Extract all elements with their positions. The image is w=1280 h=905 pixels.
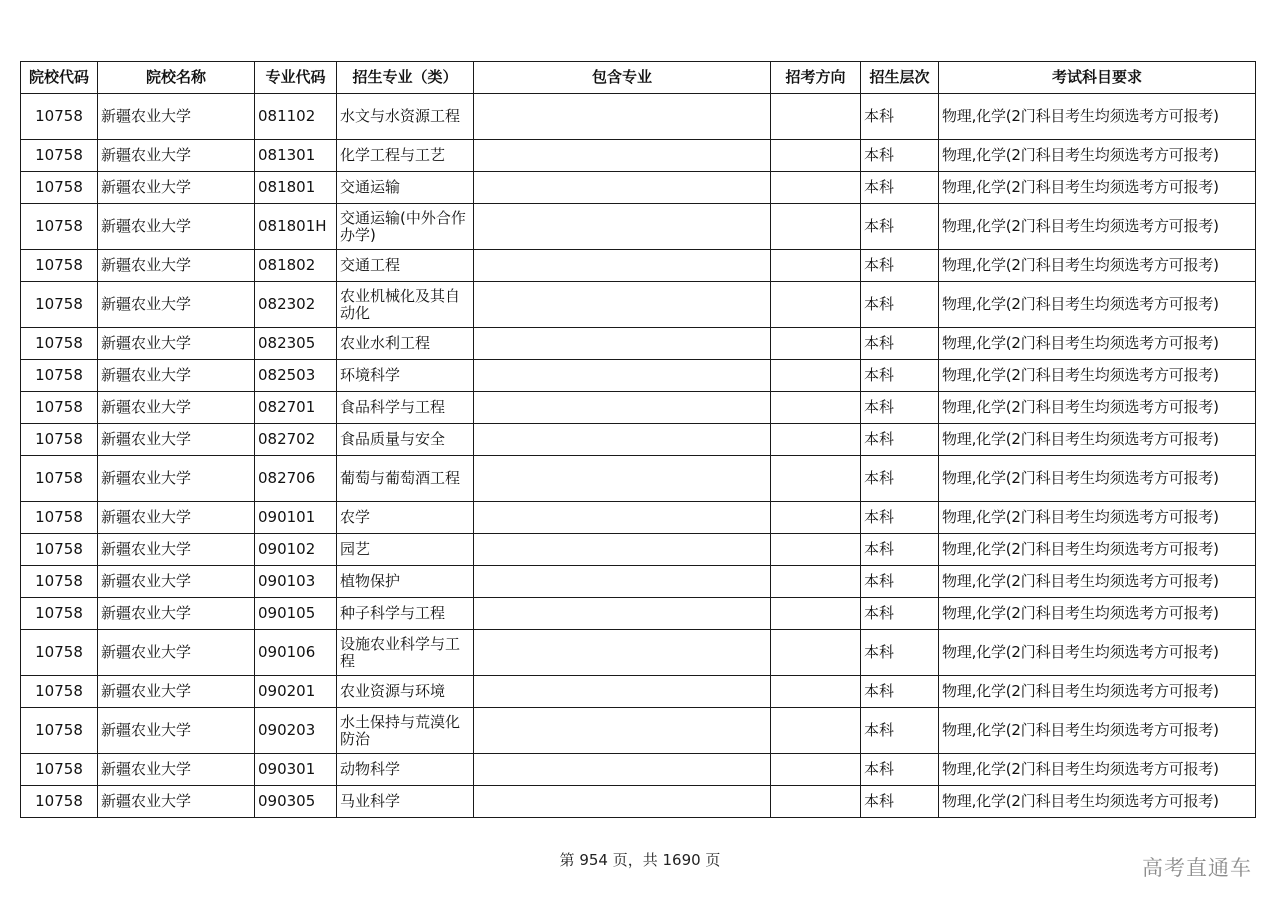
table-row <box>21 630 1256 676</box>
cell-school-name: 新疆农业大学 <box>98 534 255 566</box>
cell-subject-requirements: 物理,化学(2门科目考生均须选考方可报考) <box>939 502 1256 534</box>
cell-school-name: 新疆农业大学 <box>98 630 255 676</box>
cell-school-code: 10758 <box>21 360 98 392</box>
cell-major-code: 082701 <box>255 392 337 424</box>
cell-major: 交通运输(中外合作办学) <box>337 204 474 250</box>
cell-level: 本科 <box>861 598 939 630</box>
cell-subject-requirements: 物理,化学(2门科目考生均须选考方可报考) <box>939 204 1256 250</box>
table-header <box>21 62 1256 94</box>
cell-subject-requirements: 物理,化学(2门科目考生均须选考方可报考) <box>939 282 1256 328</box>
table-row <box>21 566 1256 598</box>
cell-school-name: 新疆农业大学 <box>98 598 255 630</box>
cell-school-code: 10758 <box>21 630 98 676</box>
cell-school-name: 新疆农业大学 <box>98 754 255 786</box>
table-row <box>21 360 1256 392</box>
cell-major-code: 082305 <box>255 328 337 360</box>
table-row <box>21 250 1256 282</box>
header-major-code: 专业代码 <box>255 62 337 94</box>
cell-direction <box>771 754 861 786</box>
cell-direction <box>771 360 861 392</box>
table-row <box>21 676 1256 708</box>
cell-subject-requirements: 物理,化学(2门科目考生均须选考方可报考) <box>939 424 1256 456</box>
table-row <box>21 502 1256 534</box>
cell-level: 本科 <box>861 708 939 754</box>
table-row <box>21 754 1256 786</box>
cell-major: 化学工程与工艺 <box>337 140 474 172</box>
table-body <box>21 94 1256 818</box>
cell-school-name: 新疆农业大学 <box>98 94 255 140</box>
cell-major-code: 082702 <box>255 424 337 456</box>
cell-included-majors <box>474 786 771 818</box>
cell-major-code: 090101 <box>255 502 337 534</box>
cell-major-code: 081301 <box>255 140 337 172</box>
cell-school-code: 10758 <box>21 392 98 424</box>
cell-included-majors <box>474 172 771 204</box>
cell-included-majors <box>474 754 771 786</box>
table-row <box>21 328 1256 360</box>
cell-major-code: 081801 <box>255 172 337 204</box>
cell-major: 交通工程 <box>337 250 474 282</box>
cell-school-code: 10758 <box>21 250 98 282</box>
cell-included-majors <box>474 204 771 250</box>
table-row <box>21 708 1256 754</box>
cell-included-majors <box>474 424 771 456</box>
cell-major: 农业资源与环境 <box>337 676 474 708</box>
header-school-code: 院校代码 <box>21 62 98 94</box>
cell-level: 本科 <box>861 250 939 282</box>
cell-major: 农业水利工程 <box>337 328 474 360</box>
cell-included-majors <box>474 250 771 282</box>
cell-level: 本科 <box>861 94 939 140</box>
cell-major: 设施农业科学与工程 <box>337 630 474 676</box>
admissions-table <box>20 61 1256 818</box>
cell-included-majors <box>474 598 771 630</box>
cell-included-majors <box>474 708 771 754</box>
cell-major: 交通运输 <box>337 172 474 204</box>
cell-major-code: 090103 <box>255 566 337 598</box>
cell-direction <box>771 328 861 360</box>
cell-major: 农学 <box>337 502 474 534</box>
cell-subject-requirements: 物理,化学(2门科目考生均须选考方可报考) <box>939 392 1256 424</box>
cell-school-code: 10758 <box>21 708 98 754</box>
cell-school-name: 新疆农业大学 <box>98 424 255 456</box>
cell-subject-requirements: 物理,化学(2门科目考生均须选考方可报考) <box>939 676 1256 708</box>
cell-level: 本科 <box>861 754 939 786</box>
cell-major-code: 090305 <box>255 786 337 818</box>
cell-level: 本科 <box>861 534 939 566</box>
cell-included-majors <box>474 328 771 360</box>
cell-major: 食品科学与工程 <box>337 392 474 424</box>
cell-direction <box>771 140 861 172</box>
cell-school-name: 新疆农业大学 <box>98 140 255 172</box>
cell-level: 本科 <box>861 328 939 360</box>
table-row <box>21 94 1256 140</box>
cell-school-code: 10758 <box>21 172 98 204</box>
cell-major-code: 090105 <box>255 598 337 630</box>
cell-direction <box>771 250 861 282</box>
cell-direction <box>771 708 861 754</box>
header-row <box>21 62 1256 94</box>
cell-major-code: 081801H <box>255 204 337 250</box>
cell-school-name: 新疆农业大学 <box>98 456 255 502</box>
cell-subject-requirements: 物理,化学(2门科目考生均须选考方可报考) <box>939 360 1256 392</box>
cell-subject-requirements: 物理,化学(2门科目考生均须选考方可报考) <box>939 328 1256 360</box>
cell-major: 环境科学 <box>337 360 474 392</box>
cell-direction <box>771 786 861 818</box>
cell-major-code: 090201 <box>255 676 337 708</box>
page-number: 第 954 页，共 1690 页 <box>559 851 721 869</box>
cell-subject-requirements: 物理,化学(2门科目考生均须选考方可报考) <box>939 754 1256 786</box>
table-row <box>21 534 1256 566</box>
cell-school-code: 10758 <box>21 754 98 786</box>
cell-included-majors <box>474 94 771 140</box>
cell-school-name: 新疆农业大学 <box>98 328 255 360</box>
cell-school-code: 10758 <box>21 424 98 456</box>
table-row <box>21 140 1256 172</box>
cell-included-majors <box>474 502 771 534</box>
cell-major: 植物保护 <box>337 566 474 598</box>
cell-level: 本科 <box>861 676 939 708</box>
cell-subject-requirements: 物理,化学(2门科目考生均须选考方可报考) <box>939 708 1256 754</box>
cell-school-name: 新疆农业大学 <box>98 676 255 708</box>
cell-school-name: 新疆农业大学 <box>98 282 255 328</box>
cell-school-code: 10758 <box>21 502 98 534</box>
cell-school-code: 10758 <box>21 204 98 250</box>
header-subject-requirements: 考试科目要求 <box>939 62 1256 94</box>
cell-school-name: 新疆农业大学 <box>98 250 255 282</box>
cell-level: 本科 <box>861 204 939 250</box>
cell-included-majors <box>474 534 771 566</box>
table-row <box>21 172 1256 204</box>
admissions-sheet <box>20 61 1255 818</box>
cell-level: 本科 <box>861 456 939 502</box>
cell-major: 马业科学 <box>337 786 474 818</box>
cell-school-name: 新疆农业大学 <box>98 360 255 392</box>
cell-major-code: 090301 <box>255 754 337 786</box>
cell-subject-requirements: 物理,化学(2门科目考生均须选考方可报考) <box>939 250 1256 282</box>
cell-level: 本科 <box>861 360 939 392</box>
cell-major-code: 081102 <box>255 94 337 140</box>
header-direction: 招考方向 <box>771 62 861 94</box>
table-row <box>21 598 1256 630</box>
cell-school-name: 新疆农业大学 <box>98 392 255 424</box>
cell-subject-requirements: 物理,化学(2门科目考生均须选考方可报考) <box>939 534 1256 566</box>
cell-included-majors <box>474 360 771 392</box>
cell-school-code: 10758 <box>21 282 98 328</box>
cell-school-code: 10758 <box>21 140 98 172</box>
cell-school-name: 新疆农业大学 <box>98 204 255 250</box>
cell-school-code: 10758 <box>21 786 98 818</box>
cell-major-code: 082302 <box>255 282 337 328</box>
cell-level: 本科 <box>861 424 939 456</box>
cell-direction <box>771 630 861 676</box>
cell-major: 食品质量与安全 <box>337 424 474 456</box>
cell-included-majors <box>474 630 771 676</box>
cell-subject-requirements: 物理,化学(2门科目考生均须选考方可报考) <box>939 630 1256 676</box>
table-row <box>21 282 1256 328</box>
cell-subject-requirements: 物理,化学(2门科目考生均须选考方可报考) <box>939 94 1256 140</box>
cell-included-majors <box>474 140 771 172</box>
cell-subject-requirements: 物理,化学(2门科目考生均须选考方可报考) <box>939 140 1256 172</box>
cell-major: 水土保持与荒漠化防治 <box>337 708 474 754</box>
cell-level: 本科 <box>861 566 939 598</box>
cell-subject-requirements: 物理,化学(2门科目考生均须选考方可报考) <box>939 598 1256 630</box>
cell-school-code: 10758 <box>21 676 98 708</box>
cell-major: 种子科学与工程 <box>337 598 474 630</box>
cell-school-name: 新疆农业大学 <box>98 566 255 598</box>
table-row <box>21 786 1256 818</box>
cell-direction <box>771 598 861 630</box>
cell-subject-requirements: 物理,化学(2门科目考生均须选考方可报考) <box>939 786 1256 818</box>
cell-major: 农业机械化及其自动化 <box>337 282 474 328</box>
cell-direction <box>771 566 861 598</box>
cell-school-code: 10758 <box>21 456 98 502</box>
cell-included-majors <box>474 392 771 424</box>
table-row <box>21 456 1256 502</box>
cell-school-code: 10758 <box>21 328 98 360</box>
cell-major-code: 082706 <box>255 456 337 502</box>
table-row <box>21 392 1256 424</box>
cell-level: 本科 <box>861 172 939 204</box>
cell-school-name: 新疆农业大学 <box>98 708 255 754</box>
table-row <box>21 204 1256 250</box>
cell-direction <box>771 392 861 424</box>
cell-school-code: 10758 <box>21 534 98 566</box>
cell-subject-requirements: 物理,化学(2门科目考生均须选考方可报考) <box>939 566 1256 598</box>
cell-school-name: 新疆农业大学 <box>98 786 255 818</box>
cell-major: 水文与水资源工程 <box>337 94 474 140</box>
cell-major-code: 082503 <box>255 360 337 392</box>
cell-major: 动物科学 <box>337 754 474 786</box>
cell-school-code: 10758 <box>21 598 98 630</box>
cell-level: 本科 <box>861 140 939 172</box>
cell-major-code: 090106 <box>255 630 337 676</box>
cell-direction <box>771 534 861 566</box>
header-level: 招生层次 <box>861 62 939 94</box>
header-major: 招生专业（类） <box>337 62 474 94</box>
cell-direction <box>771 94 861 140</box>
cell-level: 本科 <box>861 392 939 424</box>
cell-school-name: 新疆农业大学 <box>98 502 255 534</box>
cell-direction <box>771 204 861 250</box>
cell-major-code: 090203 <box>255 708 337 754</box>
table-row <box>21 424 1256 456</box>
cell-school-name: 新疆农业大学 <box>98 172 255 204</box>
header-included-majors: 包含专业 <box>474 62 771 94</box>
header-school-name: 院校名称 <box>98 62 255 94</box>
cell-school-code: 10758 <box>21 94 98 140</box>
cell-subject-requirements: 物理,化学(2门科目考生均须选考方可报考) <box>939 456 1256 502</box>
cell-level: 本科 <box>861 630 939 676</box>
cell-included-majors <box>474 676 771 708</box>
watermark-logo: 高考直通车 <box>1142 856 1252 880</box>
cell-direction <box>771 456 861 502</box>
cell-level: 本科 <box>861 502 939 534</box>
cell-subject-requirements: 物理,化学(2门科目考生均须选考方可报考) <box>939 172 1256 204</box>
cell-major: 葡萄与葡萄酒工程 <box>337 456 474 502</box>
cell-major: 园艺 <box>337 534 474 566</box>
cell-direction <box>771 502 861 534</box>
cell-included-majors <box>474 282 771 328</box>
cell-level: 本科 <box>861 786 939 818</box>
cell-included-majors <box>474 566 771 598</box>
cell-school-code: 10758 <box>21 566 98 598</box>
cell-major-code: 090102 <box>255 534 337 566</box>
cell-major-code: 081802 <box>255 250 337 282</box>
cell-direction <box>771 676 861 708</box>
cell-level: 本科 <box>861 282 939 328</box>
cell-direction <box>771 282 861 328</box>
cell-direction <box>771 424 861 456</box>
cell-direction <box>771 172 861 204</box>
cell-included-majors <box>474 456 771 502</box>
